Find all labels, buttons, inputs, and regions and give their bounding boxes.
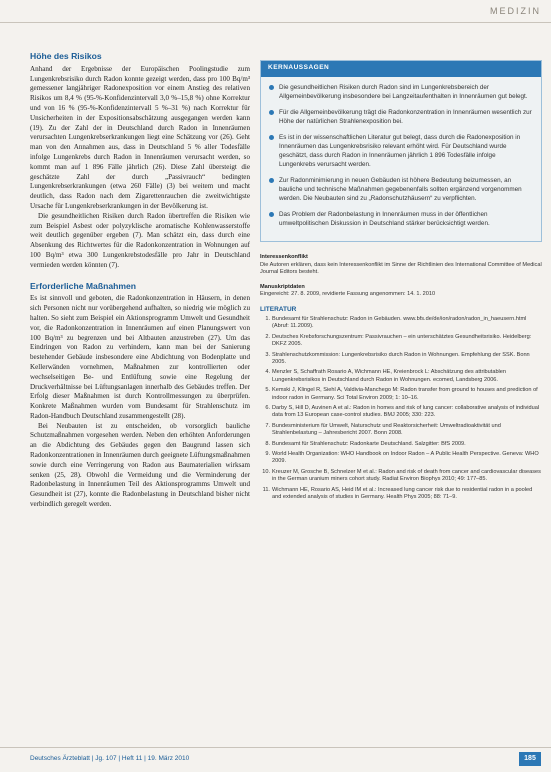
sidebar-column: [260, 60, 542, 505]
heading-risk: Höhe des Risikos: [30, 51, 102, 61]
paragraph: Anhand der Ergebnisse der Europäischen Poolingstudie zum Lungenkrebsrisiko durch Radon konnte gezeigt werden, dass pro 100 Bq/m³ gemessener langjähriger Radonexposition vor einem Anstieg des relativen Risikos um 8,4 % (95-%-Konfidenzintervall 3,0 %–15,8 %) ohne Korrektur und von 16 % (95-%-Konfidenzintervall 5 %–31 %) nach Korrektur für Unsicherheiten in der Expositionsabschätzung ausgegangen werden kann (19). Zu der Zahl der in Deutschland durch Radon in Innenräumen verursachten Lungenkrebserkrankungen liegt eine Schätzung vor (26). Geht man von den Annahmen aus, dass in Deutschland 5 % aller Todesfälle infolge Lungenkrebs durch Radon in Innenräumen verursacht werden, so kommt man auf 1 896 Fälle jährlich (26). Diese Zahl übersteigt die geschätzte Zahl der durch „Passivrauch“ bedingten Lungenkrebserkrankungen (etwa 260 Fälle) (3) bei weitem und macht deutlich, dass Radon nach dem Zigarettenrauchen die zweitwichtigste Ursache für Lungenkrebserkrankungen in der Bevölkerung ist.: [30, 64, 250, 210]
key-messages-list: [261, 77, 541, 241]
reference-item: 7. Bundesministerium für Umwelt, Naturschutz und Reaktorsicherheit: Umweltradioaktivität und Strahlenbelastung – Jahresbericht 2007. Bonn 2008.: [265, 422, 501, 437]
list-item: Das Problem der Radonbelastung in Innenräumen muss in der öffentlichen umweltpolitischen Diskussion in Deutschland stärker berücksichtigt werden.: [269, 210, 533, 228]
references-list: [260, 316, 542, 502]
list-item: Für die Allgemeinbevölkerung trägt die Radonkonzentration in Innenräumen wesentlich zur Höhe der natürlichen Strahlenexposition bei.: [269, 108, 533, 126]
key-messages-title: KERNAUSSAGEN: [261, 61, 541, 77]
journal-source: Deutsches Ärzteblatt | Jg. 107 | Heft 11 | 19. März 2010: [30, 755, 190, 762]
section-label: MEDIZIN: [490, 6, 541, 16]
paragraph: Bei Neubauten ist zu entscheiden, ob vorsorglich bauliche Schutzmaßnahmen vorgesehen werden. Neben den erhöhten Anforderungen an die Abdichtung des Gebäudes gegen den Baugrund lassen sich Radonkonzentrationen in Innenräumen durch geeignete Lüftungsmaßnahmen sowie durch eine Verringerung von Radon aus Baumaterialien wirksam senken (25, 28). Obwohl die Vermeidung und die Verminderung der Radonbelastung in Innenräumen Teil des Aktionsprogramms Umwelt und Gesundheit ist (27), konnte die Radonbelastung in Deutschland bisher nicht verbindlich geregelt werden.: [30, 421, 250, 509]
bullet-icon: [269, 135, 274, 140]
paragraph: Die gesundheitlichen Risiken durch Radon übertreffen die Risiken wie zum Beispiel Asbest oder polyzyklische aromatische Kohlenwasserstoffe weit deutlich gegenüber ergeben (7). Man schätzt ein, dass durch eine Absenkung des Richtwertes für die Radonkonzentration in Wohnungen auf 100 Bq/m³ etwa 300 Lungenkrebstodesfälle pro Jahr in Deutschland vermieden werden könnten (7).: [30, 211, 250, 269]
reference-item: 3. Strahlenschutzkommission: Lungenkrebsrisiko durch Radon in Wohnungen. Empfehlung der SSK. Bonn 2005.: [265, 351, 530, 365]
reference-item: 9. World Health Organization: WHO Handbook on Indoor Radon – A Public Health Perspective. Geneva: WHO 2009.: [265, 451, 539, 465]
bullet-icon: [269, 178, 274, 183]
list-item: Zur Radonminimierung in neuen Gebäuden ist höhere Bedeutung beizumessen, an bauliche und technische Maßnahmen gegebenenfalls sollten ergänzend vorgenommen werden. Die Neubauten sind zu „Radonschutzhäusern“ zu verpflichten.: [269, 176, 533, 203]
reference-item: 4. Menzler S, Schaffrath Rosario A, Wichmann HE, Kreienbrock L: Abschätzung des attributablen Lungenkrebsrisikos in Deutschland durch Radon in Wohnungen. ecomed, Landsberg 2006.: [265, 369, 507, 383]
manuscript-data: Manuskriptdaten Eingereicht: 27. 8. 2009, revidierte Fassung angenommen: 14. 1. 2010: [260, 283, 436, 298]
bullet-icon: [269, 212, 274, 217]
reference-item: 2. Deutsches Krebsforschungszentrum: Passivrauchen – ein unterschätztes Gesundheitsrisiko. Heidelberg: DKFZ 2005.: [265, 333, 532, 348]
reference-item: 1. Bundesamt für Strahlenschutz: Radon in Gebäuden. www.bfs.de/de/ion/radon/radon_in_haeusern.html (Abruf: 11.2009).: [265, 315, 527, 330]
list-item: Die gesundheitlichen Risiken durch Radon sind im Lungenkrebsbereich der Allgemeinbevölkerung insbesondere bei Langzeitaufenthalten in Innenräumen gut belegt.: [269, 83, 533, 101]
main-text-column: [30, 52, 250, 510]
references-title: LITERATUR: [260, 305, 297, 313]
conflict-of-interest: Interessenkonflikt Die Autoren erklären, dass kein Interessenkonflikt im Sinne der Richtlinien des International Committee of Medical Journal Editors besteht.: [260, 254, 542, 276]
list-item: Es ist in der wissenschaftlichen Literatur gut belegt, dass durch die Radonexposition in Innenräumen das Lungenkrebsrisiko relevant erhöht wird. Für Deutschland wurde geschätzt, dass durch Radon in Innenräumen jährlich 1 896 Todesfälle infolge Lungenkrebs verursacht werden.: [269, 133, 533, 169]
bullet-icon: [269, 85, 274, 90]
page-header: [0, 0, 551, 23]
reference-item: 5. Kemski J, Klingel R, Siehl A, Valdivia-Manchego M: Radon transfer from ground to houses and prediction of indoor radon in Germany. Sci Total Environ 2009; 1: 10–16.: [265, 387, 538, 401]
article-meta: [260, 254, 542, 299]
bullet-icon: [269, 110, 274, 115]
page-number: 185: [519, 752, 541, 766]
page-footer: [0, 747, 551, 772]
heading-measures: Erforderliche Maßnahmen: [30, 280, 137, 291]
paragraph: Es ist sinnvoll und geboten, die Radonkonzentration in Häusern, in denen sich Personen nicht nur vorübergehend aufhalten, so niedrig wie möglich zu halten. So sieht zum Beispiel ein Aktionsprogramm Umwelt und Gesundheit vor, die Radonkonzentration in Innenräumen auf einen Planungswert von 100 Bq/m³ zu begrenzen und bei Altbauten anzustreben (27). Um das Eindringen von Radon zu verhindern, kann man bei der Sanierung bestehender Gebäude insbesondere eine Abdichtung von Bodenplatte und Kellerwänden vornehmen, Maßnahmen zur kontrollierten oder wechselseitigen Be- und Entlüftung sowie eine Regelung der Druckverhältnisse bei Lüftungsanlagen innerhalb des Gebäudes treffen. Der Erfolg dieser Maßnahmen ist durch Kontrollmessungen zu überprüfen. Konkrete Maßnahmen wurden vom Bundesamt für Strahlenschutz im Radon-Handbuch Deutschland zusammengestellt (28).: [30, 294, 250, 420]
reference-item: 6. Darby S, Hill D, Auvinen A et al.: Radon in homes and risk of lung cancer: collaborative analysis of individual data from 13 European case-control studies. BMJ 2005; 330: 223.: [265, 405, 540, 419]
reference-item: 10. Kreuzer M, Grosche B, Schnelzer M et al.: Radon and risk of death from cancer and cardiovascular diseases in the German uranium miners cohort study. Radiat Environ Biophys 2010; 49: 177–85.: [262, 468, 541, 483]
reference-item: 8. Bundesamt für Strahlenschutz: Radonkarte Deutschland. Salzgitter: BfS 2009.: [265, 440, 466, 447]
key-messages-box: [260, 60, 542, 242]
reference-item: 11. Wichmann HE, Rosario AS, Heid IM et al.: Increased lung cancer risk due to residential radon in a pooled and extended analysis of studies in Germany. Health Phys 2005; 88: 71–9.: [262, 486, 533, 501]
